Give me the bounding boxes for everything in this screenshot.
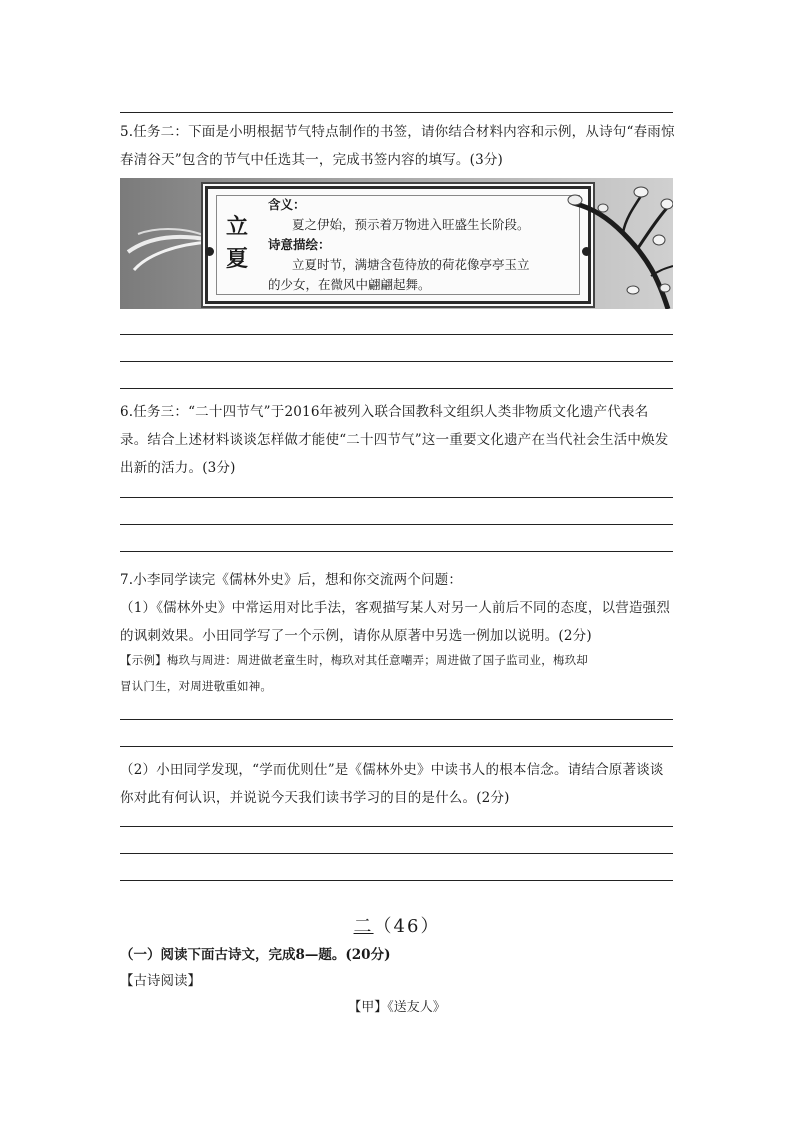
answer-line[interactable] [120, 551, 673, 552]
answer-line[interactable] [120, 880, 673, 881]
answer-line[interactable] [120, 826, 673, 827]
question-6-text: 6.任务三：“二十四节气”于2016年被列入联合国教科文组织人类非物质文化遗产代表名录。结合上述材料谈谈怎样做才能使“二十四节气”这一重要文化遗产在当代社会生活中焕发出新的活力。(3分) [120, 404, 669, 476]
poetic-text-2: 的少女，在微风中翩翩起舞。 [268, 277, 431, 292]
poetic-text-1: 立夏时节，满塘含苞待放的荷花像亭亭玉立 [292, 257, 530, 272]
meaning-label: 含义： [268, 197, 306, 212]
meaning-text: 夏之伊始，预示着万物进入旺盛生长阶段。 [292, 217, 530, 232]
answer-line[interactable] [120, 853, 673, 854]
answer-line[interactable] [120, 497, 673, 498]
question-7-part-2 [120, 756, 675, 812]
poetry-reading-label: 【古诗阅读】 [120, 973, 201, 989]
top-rule [120, 112, 673, 113]
poetic-label: 诗意描绘： [268, 237, 331, 252]
answer-line[interactable] [120, 746, 673, 747]
question-6 [120, 398, 675, 482]
left-hole-icon [205, 247, 214, 256]
blossom-branch-icon [563, 178, 673, 309]
answer-line[interactable] [120, 524, 673, 525]
bookmark-text [268, 195, 573, 295]
question-7 [120, 566, 675, 650]
question-5 [120, 118, 675, 174]
section-number: 二 [353, 916, 374, 937]
question-5-text: 5.任务二：下面是小明根据节气特点制作的书签，请你结合材料内容和示例，从诗句“春雨惊春清谷天”包含的节气中任选其一，完成书签内容的填写。(3分) [120, 124, 675, 168]
poem-title: 【甲】《送友人》 [348, 1000, 446, 1015]
example-line-1: 【示例】梅玖与周进：周进做老童生时，梅玖对其任意嘲弄；周进做了国子监司业，梅玖却 [120, 653, 588, 667]
bookmark-card [205, 186, 591, 304]
section-heading [0, 912, 794, 938]
section-score: （46） [373, 916, 441, 937]
answer-line[interactable] [120, 388, 673, 389]
tassel-icon [120, 224, 215, 284]
question-8-heading: （一）阅读下面古诗文，完成8—题。(20分) [120, 947, 391, 963]
bookmark-image [120, 178, 673, 309]
question-7-example [120, 647, 675, 699]
question-7-part-2-text: （2）小田同学发现，“学而优则仕”是《儒林外史》中读书人的根本信念。请结合原著谈谈你对此有何认识，并说说今天我们读书学习的目的是什么。(2分) [120, 762, 664, 806]
example-line-2: 冒认门生，对周进敬重如神。 [120, 679, 273, 693]
solar-term-name: 立夏 [225, 214, 248, 272]
answer-line[interactable] [120, 334, 673, 335]
answer-line[interactable] [120, 719, 673, 720]
question-7-part-1: （1）《儒林外史》中常运用对比手法，客观描写某人对另一人前后不同的态度，以营造强烈的讽刺效果。小田同学写了一个示例，请你从原著中另选一例加以说明。(2分) [120, 600, 671, 644]
answer-line[interactable] [120, 361, 673, 362]
question-7-intro: 7.小李同学读完《儒林外史》后，想和你交流两个问题： [120, 572, 463, 588]
